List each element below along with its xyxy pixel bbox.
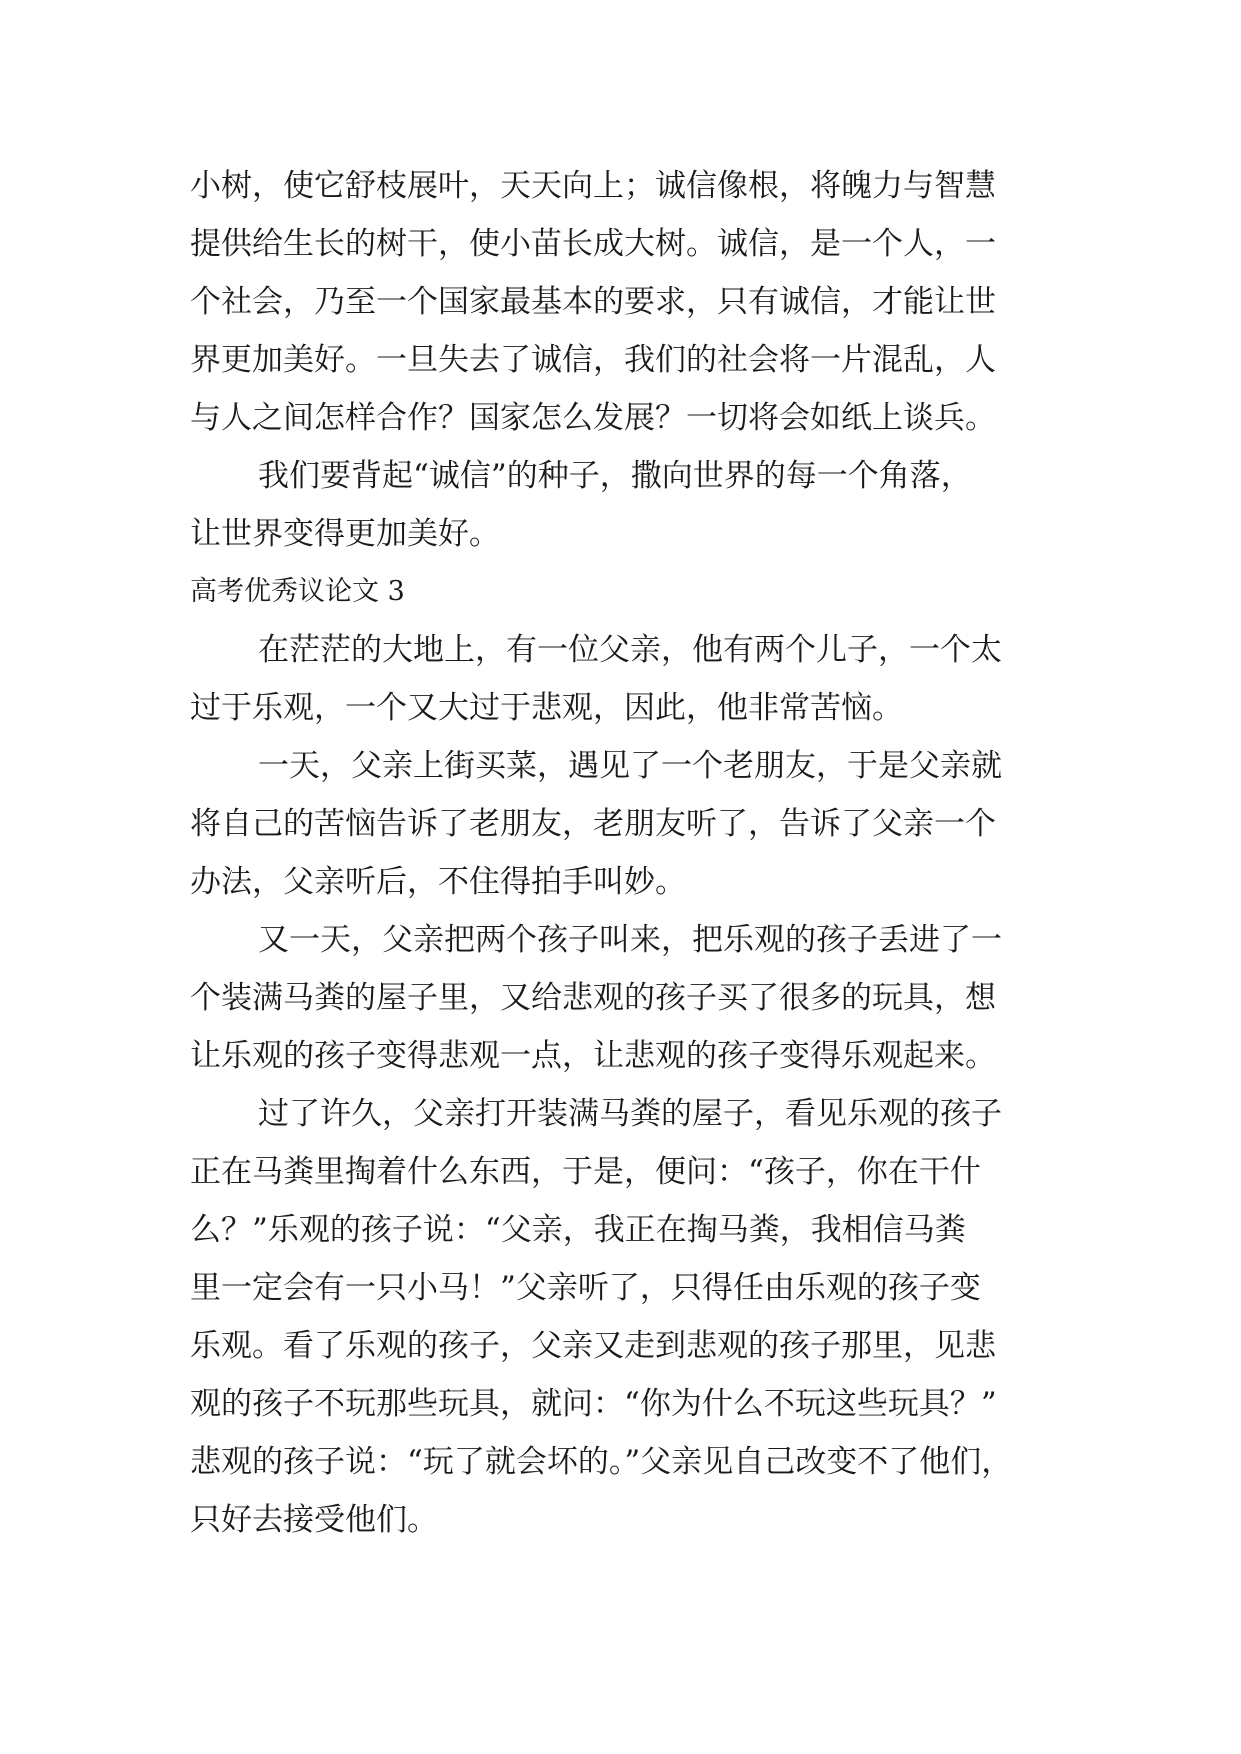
text-line: 只好去接受他们。 [190,1502,438,1538]
text-line: 与人之间怎样合作？国家怎么发展？一切将会如纸上谈兵。 [190,400,996,436]
text-line: 小树，使它舒枝展叶，天天向上；诚信像根，将魄力与智慧 [190,168,996,204]
text-line: 正在马粪里掏着什么东西，于是，便问：“孩子，你在干什 [190,1154,981,1190]
paragraph-first-line: 一天，父亲上街买菜，遇见了一个老朋友，于是父亲就 [258,748,1002,784]
text-line: 悲观的孩子说：“玩了就会坏的。”父亲见自己改变不了他们， [190,1444,1013,1480]
text-line: 界更加美好。一旦失去了诚信，我们的社会将一片混乱，人 [190,342,996,378]
text-line: 将自己的苦恼告诉了老朋友，老朋友听了，告诉了父亲一个 [190,806,996,842]
text-line: 么？”乐观的孩子说：“父亲，我正在掏马粪，我相信马粪 [190,1212,966,1248]
text-line: 让乐观的孩子变得悲观一点，让悲观的孩子变得乐观起来。 [190,1038,996,1074]
text-line: 提供给生长的树干，使小苗长成大树。诚信，是一个人，一 [190,226,996,262]
paragraph-first-line: 在茫茫的大地上，有一位父亲，他有两个儿子，一个太 [258,632,1002,668]
paragraph-first-line: 过了许久，父亲打开装满马粪的屋子，看见乐观的孩子 [258,1096,1002,1132]
text-line: 个社会，乃至一个国家最基本的要求，只有诚信，才能让世 [190,284,996,320]
text-line: 个装满马粪的屋子里，又给悲观的孩子买了很多的玩具，想 [190,980,996,1016]
text-line: 乐观。看了乐观的孩子，父亲又走到悲观的孩子那里，见悲 [190,1328,996,1364]
text-line: 让世界变得更加美好。 [190,516,500,552]
paragraph-first-line: 又一天，父亲把两个孩子叫来，把乐观的孩子丢进了一 [258,922,1002,958]
text-line: 办法，父亲听后，不住得拍手叫妙。 [190,864,686,900]
text-line: 观的孩子不玩那些玩具，就问：“你为什么不玩这些玩具？” [190,1386,997,1422]
paragraph-first-line: 我们要背起“诚信”的种子，撒向世界的每一个角落， [258,458,972,494]
section-heading: 高考优秀议论文 3 [190,576,405,607]
text-line: 过于乐观，一个又大过于悲观，因此，他非常苦恼。 [190,690,903,726]
text-line: 里一定会有一只小马！”父亲听了，只得任由乐观的孩子变 [190,1270,981,1306]
